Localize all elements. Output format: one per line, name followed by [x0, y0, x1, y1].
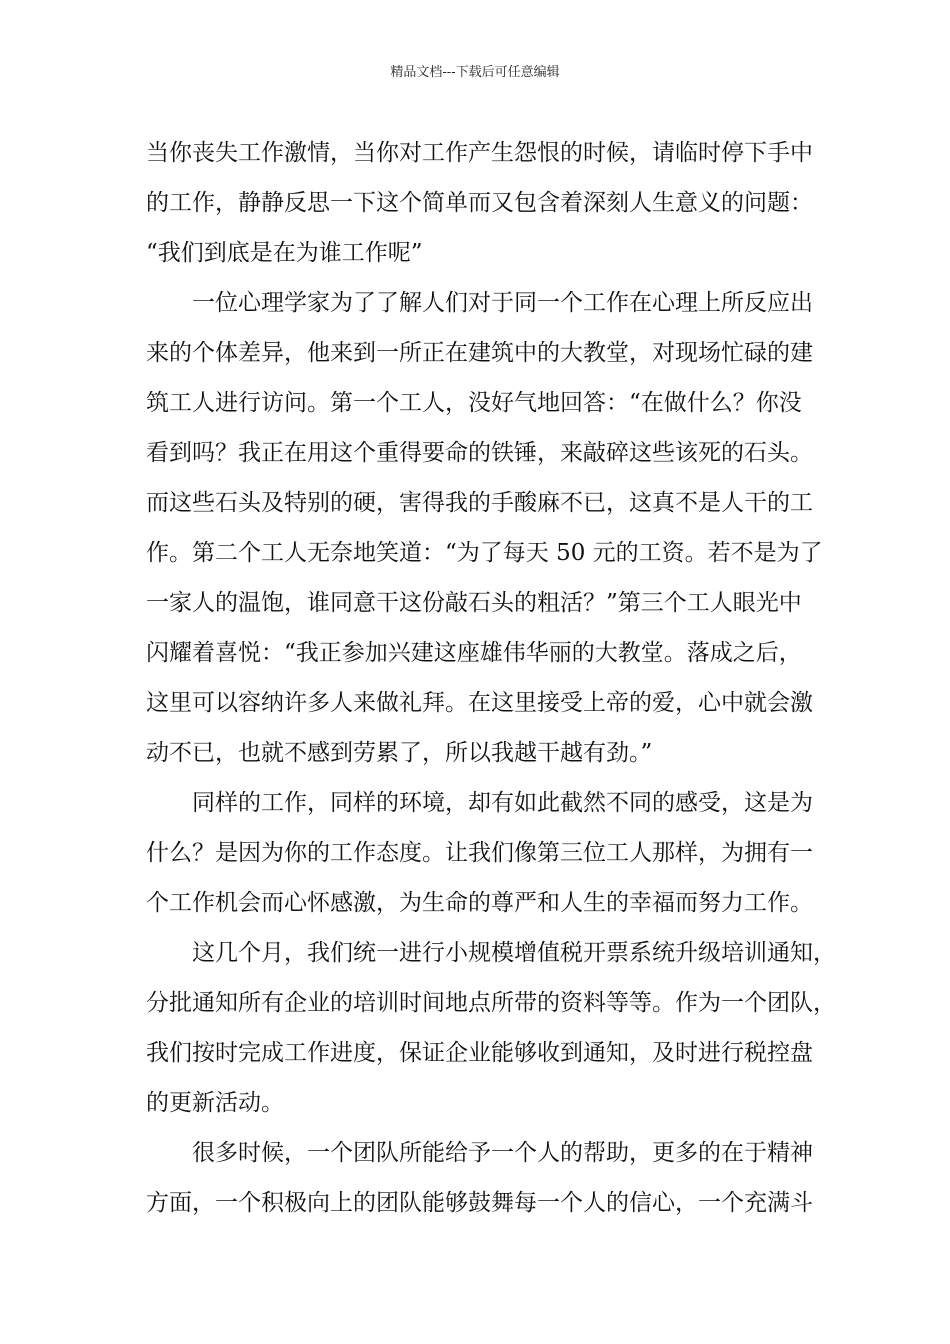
text-line: 闪耀着喜悦：“我正参加兴建这座雄伟华丽的大教堂。落成之后， [146, 640, 802, 666]
text-line: 个工作机会而心怀感激，为生命的尊严和人生的幸福而努力工作。 [146, 890, 813, 916]
text-line: 一位心理学家为了了解人们对于同一个工作在心理上所反应出 [192, 290, 813, 316]
text-line: “我们到底是在为谁工作呢” [146, 240, 423, 266]
document-body [146, 128, 836, 1228]
text-line: 什么？是因为你的工作态度。让我们像第三位工人那样，为拥有一 [146, 840, 813, 866]
text-line: 同样的工作，同样的环境，却有如此截然不同的感受，这是为 [192, 790, 813, 816]
paragraph-3 [146, 778, 816, 928]
text-line: 看到吗？我正在用这个重得要命的铁锤，来敲碎这些该死的石头。 [146, 440, 813, 466]
page-header: 精品文档---下载后可任意编辑 [390, 65, 560, 80]
text-line: 而这些石头及特别的硬，害得我的手酸麻不已，这真不是人干的工 [146, 490, 813, 516]
text-line: 来的个体差异，他来到一所正在建筑中的大教堂，对现场忙碌的建 [146, 340, 813, 366]
text-line: 分批通知所有企业的培训时间地点所带的资料等等。作为一个团队， [146, 990, 836, 1016]
paragraph-1 [146, 128, 816, 278]
text-line: 动不已，也就不感到劳累了，所以我越干越有劲。” [146, 740, 653, 766]
text-line: 当你丧失工作激情，当你对工作产生怨恨的时候，请临时停下手中 [146, 140, 813, 166]
paragraph-2 [146, 278, 823, 778]
text-line: 的更新活动。 [146, 1090, 284, 1116]
paragraph-4 [146, 928, 836, 1128]
text-line: 的工作，静静反思一下这个简单而又包含着深刻人生意义的问题： [146, 190, 813, 216]
text-line: 我们按时完成工作进度，保证企业能够收到通知，及时进行税控盘 [146, 1040, 813, 1066]
paragraph-5 [146, 1128, 816, 1228]
text-line: 这几个月，我们统一进行小规模增值税开票系统升级培训通知， [192, 940, 836, 966]
text-line: 方面，一个积极向上的团队能够鼓舞每一个人的信心，一个充满斗 [146, 1190, 813, 1216]
text-line: 筑工人进行访问。第一个工人，没好气地回答：“在做什么？你没 [146, 390, 802, 416]
text-line: 作。第二个工人无奈地笑道：“为了每天 50 元的工资。若不是为了 [146, 540, 823, 566]
text-line: 很多时候，一个团队所能给予一个人的帮助，更多的在于精神 [192, 1140, 813, 1166]
text-line: 这里可以容纳许多人来做礼拜。在这里接受上帝的爱，心中就会激 [146, 690, 813, 716]
text-line: 一家人的温饱，谁同意干这份敲石头的粗活？”第三个工人眼光中 [146, 590, 802, 616]
